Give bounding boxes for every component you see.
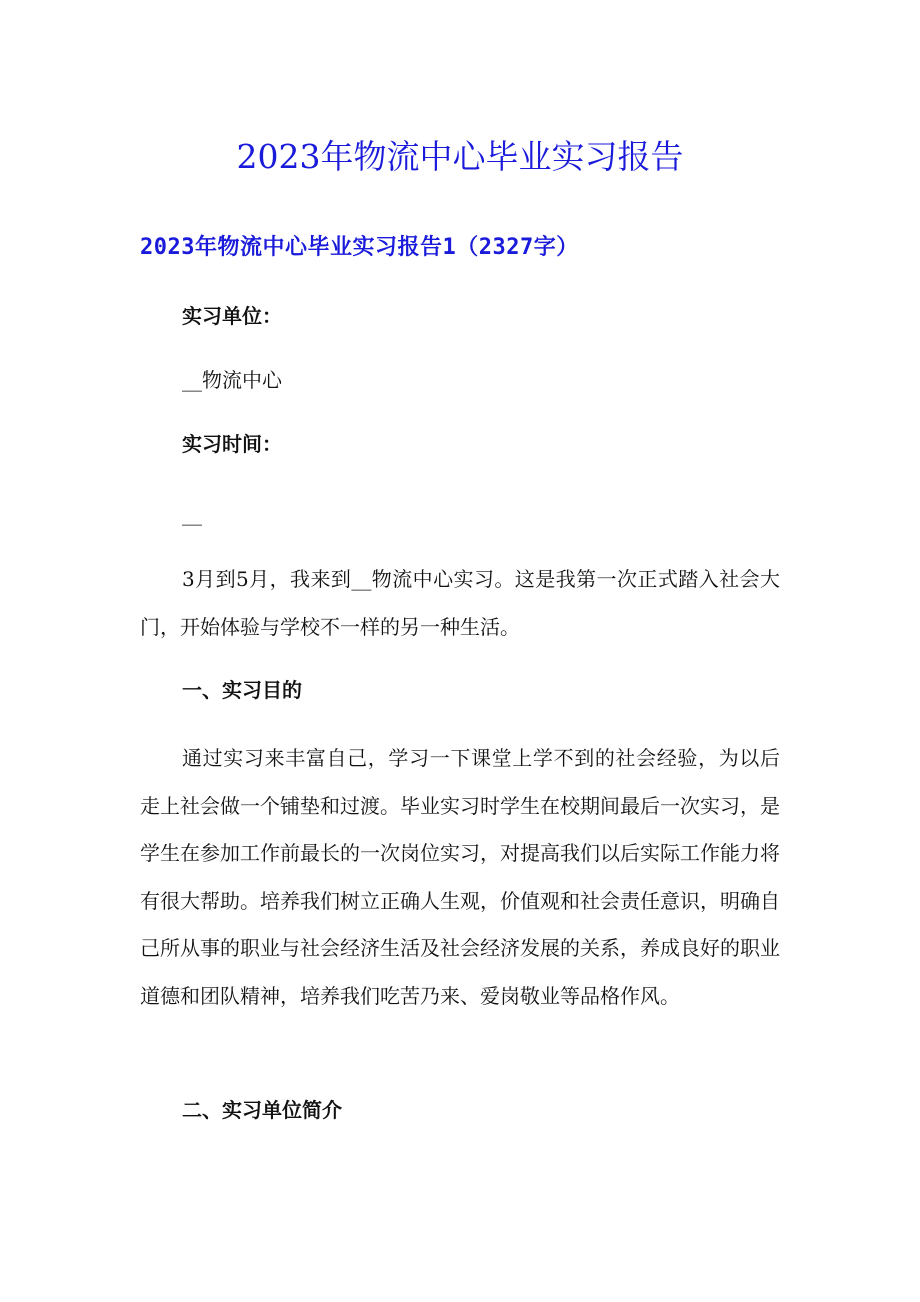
section-heading-purpose: 一、实习目的: [182, 678, 302, 702]
internship-unit-label: 实习单位：: [182, 304, 282, 328]
section-heading-company-intro: 二、实习单位简介: [182, 1098, 342, 1122]
document-title: 2023年物流中心毕业实习报告: [236, 137, 684, 176]
intro-paragraph: 3月到5月，我来到__物流中心实习。这是我第一次正式踏入社会大门，开始体验与学校不一样的另一种生活。: [140, 567, 780, 639]
purpose-paragraph: 通过实习来丰富自己，学习一下课堂上学不到的社会经验，为以后走上社会做一个铺垫和过渡。毕业实习时学生在校期间最后一次实习，是学生在参加工作前最长的一次岗位实习，对提高我们以后实际工作能力将有很大帮助。培养我们树立正确人生观，价值观和社会责任意识，明确自己所从事的职业与社会经济生活及社会经济发展的关系，养成良好的职业道德和团队精神，培养我们吃苦乃来、爱岗敬业等品格作风。: [140, 746, 780, 1008]
internship-time-value: __: [182, 502, 202, 526]
internship-unit-value: __物流中心: [182, 368, 282, 392]
internship-time-label: 实习时间：: [182, 432, 282, 456]
report-subtitle: 2023年物流中心毕业实习报告1（2327字）: [140, 235, 579, 260]
